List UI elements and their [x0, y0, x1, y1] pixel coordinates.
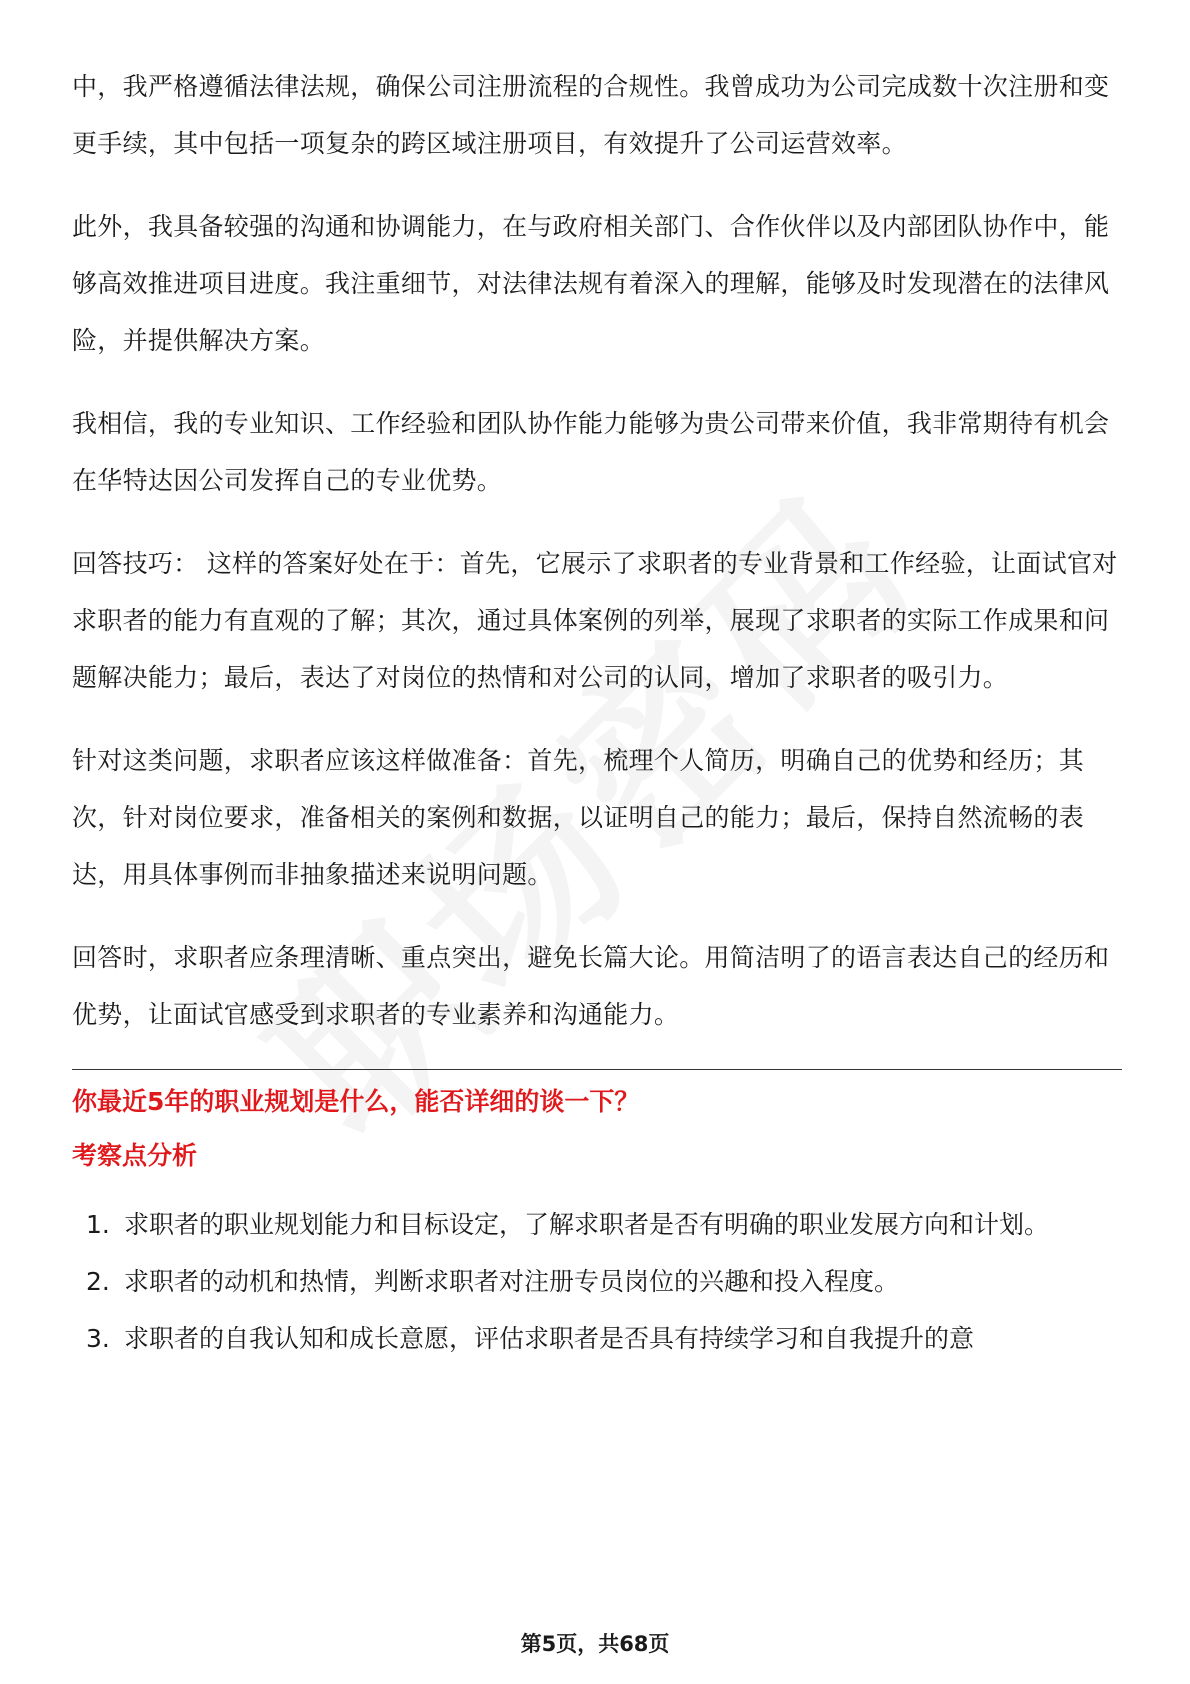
- answer-tips-paragraph: 回答技巧： 这样的答案好处在于：首先，它展示了求职者的专业背景和工作经验，让面试官对求职者的能力有直观的了解；其次，通过具体案例的列举，展现了求职者的实际工作成果和问题解决能力；最后，表达了对岗位的热情和对公司的认同，增加了求职者的吸引力。: [72, 549, 1118, 692]
- list-number: 3.: [86, 1324, 110, 1353]
- body-paragraph: 回答时，求职者应条理清晰、重点突出，避免长篇大论。用简洁明了的语言表达自己的经历和优势，让面试官感受到求职者的专业素养和沟通能力。: [72, 943, 1110, 1029]
- page-number: 第5页，共68页: [520, 1632, 670, 1656]
- list-item: [72, 1196, 1122, 1253]
- analysis-heading: 考察点分析: [72, 1141, 198, 1170]
- body-paragraph: 中，我严格遵循法律法规，确保公司注册流程的合规性。我曾成功为公司完成数十次注册和变更手续，其中包括一项复杂的跨区域注册项目，有效提升了公司运营效率。: [72, 72, 1110, 158]
- question-heading: 你最近5年的职业规划是什么，能否详细的谈一下？: [72, 1087, 640, 1116]
- list-item-text: 求职者的职业规划能力和目标设定，了解求职者是否有明确的职业发展方向和计划。: [124, 1210, 1050, 1239]
- analysis-list: [72, 1196, 1122, 1367]
- list-number: 1.: [86, 1210, 110, 1239]
- list-item: [72, 1253, 1122, 1310]
- page-content: [72, 58, 1122, 1367]
- list-number: 2.: [86, 1267, 110, 1296]
- list-item: [72, 1310, 1122, 1367]
- list-item-text: 求职者的动机和热情，判断求职者对注册专员岗位的兴趣和投入程度。: [124, 1267, 900, 1296]
- list-item-text: 求职者的自我认知和成长意愿，评估求职者是否具有持续学习和自我提升的意: [124, 1324, 975, 1353]
- body-paragraph: 此外，我具备较强的沟通和协调能力，在与政府相关部门、合作伙伴以及内部团队协作中，能够高效推进项目进度。我注重细节，对法律法规有着深入的理解，能够及时发现潜在的法律风险，并提供解决方案。: [72, 212, 1110, 355]
- body-paragraph: 我相信，我的专业知识、工作经验和团队协作能力能够为贵公司带来价值，我非常期待有机会在华特达因公司发挥自己的专业优势。: [72, 409, 1110, 495]
- section-divider: [72, 1069, 1122, 1070]
- body-paragraph: 针对这类问题，求职者应该这样做准备：首先，梳理个人简历，明确自己的优势和经历；其次，针对岗位要求，准备相关的案例和数据，以证明自己的能力；最后，保持自然流畅的表达，用具体事例而非抽象描述来说明问题。: [72, 746, 1085, 889]
